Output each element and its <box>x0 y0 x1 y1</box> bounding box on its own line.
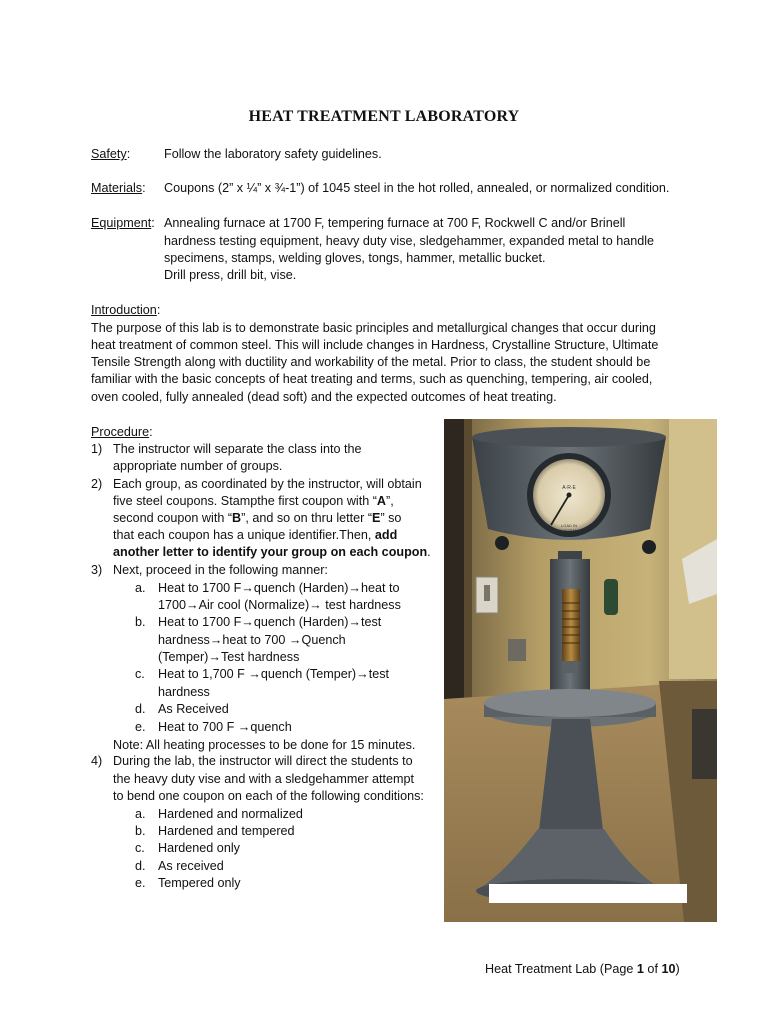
sub-letter: b. <box>135 824 146 838</box>
sub-item-line: Hardened only <box>158 841 240 855</box>
materials-row: Materials: <box>91 181 146 195</box>
list-item-line: five steel coupons. Stampthe first coupon with “A”, <box>113 494 394 508</box>
equipment-line: Drill press, drill bit, vise. <box>164 268 297 282</box>
sub-item-line: As received <box>158 859 224 873</box>
safety-row: Safety: <box>91 147 131 161</box>
note-text: Note: All heating processes to be done for 15 minutes. <box>113 738 416 752</box>
sub-item-line: 1700→Air cool (Normalize)→ test hardness <box>158 598 401 612</box>
page-number: 1 <box>636 962 644 976</box>
sub-item-line: Heat to 700 F →quench <box>158 720 292 734</box>
equipment-label: Equipment <box>91 216 152 230</box>
list-number: 4) <box>91 754 103 768</box>
list-item-line: The instructor will separate the class into the <box>113 442 362 456</box>
list-item-line: Each group, as coordinated by the instructor, will obtain <box>113 477 422 491</box>
sub-item-line: hardness→heat to 700 →Quench <box>158 633 346 647</box>
list-item-line: second coupon with “B”, and so on thru letter “E” so <box>113 511 402 525</box>
safety-label: Safety <box>91 147 127 161</box>
sub-item-line: Tempered only <box>158 876 241 890</box>
list-item-line: Next, proceed in the following manner: <box>113 563 328 577</box>
list-number: 2) <box>91 477 103 491</box>
sub-letter: d. <box>135 859 146 873</box>
sub-item-line: Hardened and normalized <box>158 807 303 821</box>
procedure-list <box>91 441 431 911</box>
list-item-line: to bend one coupon on each of the following conditions: <box>113 789 424 803</box>
sub-letter: a. <box>135 807 146 821</box>
hardness-tester-photo <box>444 419 717 922</box>
gauge-load-text: LOAD IN <box>560 523 578 528</box>
intro-line: oven cooled, fully annealed (dead soft) and the expected outcomes of heat treating. <box>91 390 557 404</box>
gauge-brand-text: A·R·E <box>562 485 576 491</box>
page-footer: Heat Treatment Lab (Page 1 of 10) <box>485 962 680 976</box>
introduction-heading: Introduction: <box>91 303 161 317</box>
sub-item-line: Heat to 1700 F→quench (Harden)→heat to <box>158 581 400 595</box>
materials-label: Materials <box>91 181 143 195</box>
equipment-line: hardness testing equipment, heavy duty vise, sledgehammer, expanded metal to handle <box>164 234 655 248</box>
list-number: 1) <box>91 442 103 456</box>
document-title: HEAT TREATMENT LABORATORY <box>248 108 520 125</box>
materials-text: Coupons (2” x ¼” x ¾-1”) of 1045 steel in the hot rolled, annealed, or normalized condition. <box>164 181 670 195</box>
intro-line: Tensile Strength along with ductility and workability of the metal. Prior to class, the student should be <box>91 355 651 369</box>
intro-line: The purpose of this lab is to demonstrate basic principles and metallurgical changes that occur during <box>91 321 656 335</box>
safety-text: Follow the laboratory safety guidelines. <box>164 147 382 161</box>
page-total: 10 <box>661 962 676 976</box>
sub-letter: e. <box>135 720 146 734</box>
procedure-heading: Procedure: <box>91 425 153 439</box>
sub-letter: a. <box>135 581 146 595</box>
list-item-line: another letter to identify your group on each coupon. <box>113 545 431 559</box>
equipment-line: specimens, stamps, welding gloves, tongs, hammer, metallic bucket. <box>164 251 546 265</box>
sub-letter: d. <box>135 702 146 716</box>
sub-letter: b. <box>135 615 146 629</box>
list-item-line: During the lab, the instructor will direct the students to <box>113 754 413 768</box>
intro-line: familiar with the basic concepts of heat treating and terms, such as quenching, tempering, air cooled, <box>91 372 653 386</box>
gauge-unit-text: KILOGRAMS <box>557 528 581 533</box>
equipment-row: Equipment: <box>91 216 155 230</box>
list-item-line: the heavy duty vise and with a sledgehammer attempt <box>113 772 415 786</box>
list-number: 3) <box>91 563 103 577</box>
list-item-line: appropriate number of groups. <box>113 459 283 473</box>
sub-item-line: Hardened and tempered <box>158 824 295 838</box>
sub-letter: c. <box>135 667 145 681</box>
sub-letter: e. <box>135 876 146 890</box>
sub-item-line: As Received <box>158 702 229 716</box>
list-item-line: that each coupon has a unique identifier.Then, add <box>113 528 398 542</box>
sub-item-line: Heat to 1,700 F →quench (Temper)→test <box>158 667 389 681</box>
equipment-line: Annealing furnace at 1700 F, tempering furnace at 700 F, Rockwell C and/or Brinell <box>164 216 626 230</box>
sub-item-line: (Temper)→Test hardness <box>158 650 300 664</box>
intro-line: heat treatment of common steel. This will include changes in Hardness, Crystalline Structure, Ultimate <box>91 338 659 352</box>
sub-item-line: hardness <box>158 685 210 699</box>
sub-item-line: Heat to 1700 F→quench (Harden)→test <box>158 615 382 629</box>
sub-letter: c. <box>135 841 145 855</box>
